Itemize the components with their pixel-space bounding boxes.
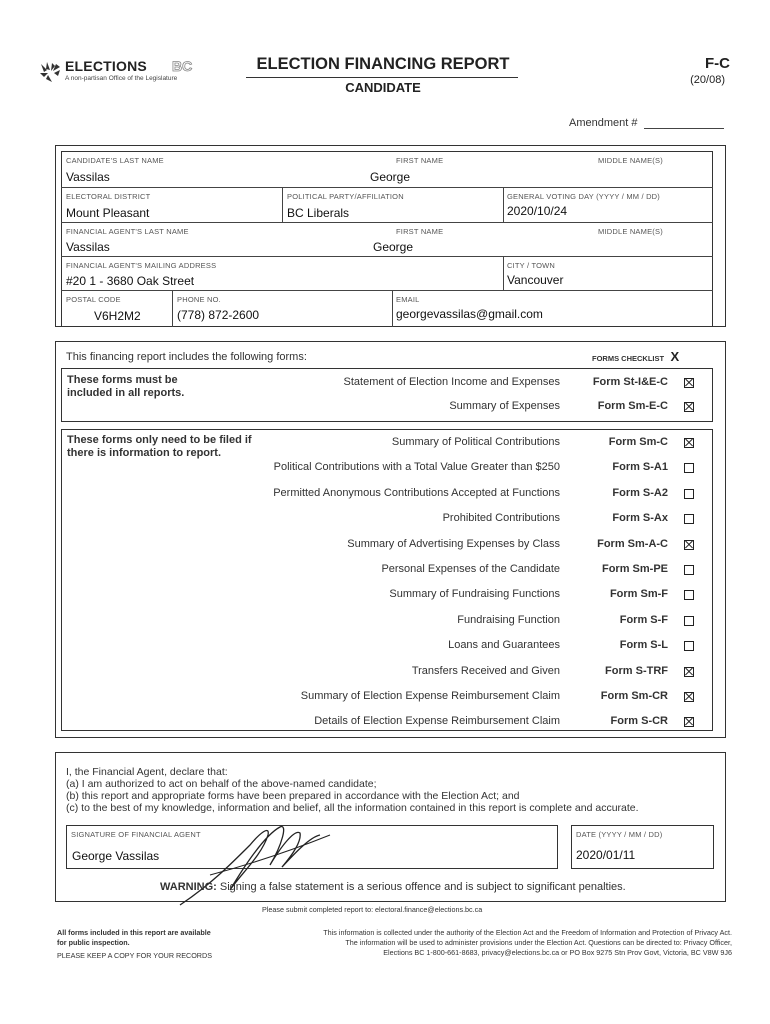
district-label: ELECTORAL DISTRICT	[66, 192, 151, 201]
form-code: Form S-CR	[610, 715, 668, 728]
form-name: Political Contributions with a Total Value Greater than $250	[273, 461, 560, 474]
logo-suffix: BC	[172, 58, 193, 74]
form-name: Summary of Election Expense Reimbursement Claim	[300, 690, 560, 702]
row-divider	[61, 222, 713, 223]
postal-code-label: POSTAL CODE	[66, 295, 121, 304]
form-name: Permitted Anonymous Contributions Accepted at Functions	[273, 486, 560, 499]
form-code: Form S-A1	[612, 461, 668, 474]
voting-day-field[interactable]: 2020/10/24	[507, 204, 568, 218]
public-inspection-line-1: All forms included in this report are available	[57, 928, 211, 937]
form-name: Summary of Fundraising Functions	[389, 588, 560, 601]
form-checkbox[interactable]	[684, 402, 694, 412]
declaration-text	[66, 766, 639, 814]
form-code: Form S-TRF	[605, 664, 668, 677]
form-checkbox[interactable]	[684, 463, 694, 473]
privacy-note	[250, 928, 732, 958]
form-code: Form Sm-CR	[600, 690, 668, 702]
form-code: Form Sm-A-C	[597, 537, 668, 550]
agent-address-label: FINANCIAL AGENT'S MAILING ADDRESS	[66, 261, 217, 270]
checklist-intro: This financing report includes the following forms:	[66, 351, 307, 363]
form-version: (20/08)	[690, 74, 725, 86]
privacy-line-2: The information will be used to administer provisions under the Election Act. Questions can be directed to: Privacy Officer,	[345, 938, 732, 947]
signature-label: SIGNATURE OF FINANCIAL AGENT	[71, 830, 201, 839]
col-divider	[282, 187, 283, 222]
checklist-heading-text: FORMS CHECKLIST	[592, 354, 665, 363]
phone-field[interactable]: (778) 872-2600	[177, 308, 260, 322]
privacy-line-1: This information is collected under the authority of the Election Act and the Freedom of Information and Protection of Privacy Act.	[323, 928, 732, 937]
candidate-first-name-label: FIRST NAME	[396, 156, 444, 165]
email-label: EMAIL	[396, 295, 420, 304]
logo-subtitle: A non-partisan Office of the Legislature	[65, 75, 178, 82]
warning-prefix: WARNING:	[160, 881, 217, 893]
public-inspection-line-2: for public inspection.	[57, 938, 130, 947]
form-name: Summary of Advertising Expenses by Class	[347, 537, 560, 550]
declaration-line-2: (a) I am authorized to act on behalf of the above-named candidate;	[66, 778, 377, 790]
agent-last-name-field[interactable]: Vassilas	[66, 240, 110, 254]
form-checkbox[interactable]	[684, 641, 694, 651]
row-divider	[61, 290, 713, 291]
candidate-last-name-label: CANDIDATE'S LAST NAME	[66, 156, 164, 165]
form-name: Details of Election Expense Reimbursement Claim	[314, 715, 560, 728]
form-checkbox[interactable]	[684, 667, 694, 677]
form-code: Form S-F	[619, 613, 668, 626]
logo-text: ELECTIONS	[65, 58, 147, 74]
agent-city-field[interactable]: Vancouver	[507, 273, 564, 287]
required-forms-note: These forms must be included in all reports.	[67, 374, 185, 399]
party-label: POLITICAL PARTY/AFFILIATION	[287, 192, 404, 201]
col-divider	[503, 256, 504, 290]
public-inspection-note	[57, 928, 211, 948]
voting-day-label: GENERAL VOTING DAY (YYYY / MM / DD)	[507, 192, 660, 201]
agent-first-name-label: FIRST NAME	[396, 227, 444, 236]
form-checkbox[interactable]	[684, 692, 694, 702]
agent-city-label: CITY / TOWN	[507, 261, 556, 270]
form-checkbox[interactable]	[684, 616, 694, 626]
title-underline	[246, 77, 518, 78]
party-field[interactable]: BC Liberals	[287, 206, 350, 220]
form-checkbox[interactable]	[684, 540, 694, 550]
agent-address-field[interactable]: #20 1 - 3680 Oak Street	[66, 274, 195, 288]
form-code: Form St-I&E-C	[592, 376, 668, 388]
candidate-middle-name-label: MIDDLE NAME(S)	[598, 156, 663, 165]
handwritten-signature	[170, 805, 340, 915]
form-code: Form S-Ax	[612, 512, 668, 525]
signature-name-field[interactable]: George Vassilas	[72, 849, 160, 863]
form-checkbox[interactable]	[684, 590, 694, 600]
form-code: Form S-L	[619, 639, 668, 652]
form-checkbox[interactable]	[684, 565, 694, 575]
report-title: ELECTION FINANCING REPORT	[256, 55, 510, 73]
email-field[interactable]: georgevassilas@gmail.com	[396, 307, 543, 321]
checklist-x-mark: X	[670, 349, 680, 364]
form-checkbox[interactable]	[684, 514, 694, 524]
form-checkbox[interactable]	[684, 378, 694, 388]
date-label: DATE (YYYY / MM / DD)	[576, 830, 663, 839]
form-code: Form Sm-F	[609, 588, 668, 601]
privacy-line-3: Elections BC 1-800-661-8683, privacy@elections.bc.ca or PO Box 9275 Stn Prov Govt, Victoria, BC V8W 9J6	[383, 948, 732, 957]
checklist-heading	[592, 348, 679, 366]
form-code: Form Sm-PE	[601, 563, 668, 575]
form-code: Form S-A2	[612, 486, 668, 499]
keep-copy-note: PLEASE KEEP A COPY FOR YOUR RECORDS	[57, 951, 212, 960]
agent-first-name-field[interactable]: George	[373, 240, 414, 254]
form-name: Personal Expenses of the Candidate	[381, 563, 560, 575]
elections-bc-logo	[38, 58, 208, 88]
form-checkbox[interactable]	[684, 438, 694, 448]
logo-mark-icon	[38, 60, 64, 84]
col-divider	[172, 290, 173, 327]
form-checkbox[interactable]	[684, 489, 694, 499]
warning-message: Signing a false statement is a serious offence and is subject to significant penalties.	[219, 881, 626, 893]
form-code: F-C	[705, 55, 730, 72]
candidate-first-name-field[interactable]: George	[370, 170, 411, 184]
warning-text	[160, 881, 626, 893]
agent-last-name-label: FINANCIAL AGENT'S LAST NAME	[66, 227, 189, 236]
postal-code-field[interactable]: V6H2M2	[94, 309, 141, 323]
optional-forms-note: These forms only need to be filed if there is information to report.	[67, 434, 252, 459]
row-divider	[61, 187, 713, 188]
submit-note: Please submit completed report to: electoral.finance@elections.bc.ca	[262, 905, 483, 914]
form-name: Fundraising Function	[457, 613, 560, 626]
date-field[interactable]: 2020/01/11	[576, 848, 636, 862]
col-divider	[392, 290, 393, 327]
form-checkbox[interactable]	[684, 717, 694, 727]
form-name: Summary of Expenses	[449, 400, 560, 412]
phone-label: PHONE NO.	[177, 295, 221, 304]
form-code: Form Sm-E-C	[597, 400, 668, 412]
declaration-line-1: I, the Financial Agent, declare that:	[66, 766, 228, 778]
report-subtitle: CANDIDATE	[345, 80, 421, 95]
form-name: Statement of Election Income and Expenses	[343, 376, 560, 388]
amendment-field[interactable]	[644, 128, 724, 129]
form-name: Summary of Political Contributions	[391, 436, 560, 448]
form-name: Transfers Received and Given	[411, 664, 560, 677]
candidate-last-name-field[interactable]: Vassilas	[66, 170, 110, 184]
optional-forms-box	[61, 429, 713, 731]
district-field[interactable]: Mount Pleasant	[66, 206, 150, 220]
form-name: Loans and Guarantees	[448, 639, 560, 652]
agent-middle-name-label: MIDDLE NAME(S)	[598, 227, 663, 236]
form-code: Form Sm-C	[608, 436, 668, 448]
declaration-line-3: (b) this report and appropriate forms have been prepared in accordance with the Election Act; and	[66, 790, 520, 802]
declaration-line-4: (c) to the best of my knowledge, information and belief, all the information contained in this report is complete and accurate.	[66, 802, 639, 814]
form-name: Prohibited Contributions	[442, 512, 560, 525]
row-divider	[61, 256, 713, 257]
amendment-label: Amendment #	[569, 117, 638, 129]
col-divider	[503, 187, 504, 222]
